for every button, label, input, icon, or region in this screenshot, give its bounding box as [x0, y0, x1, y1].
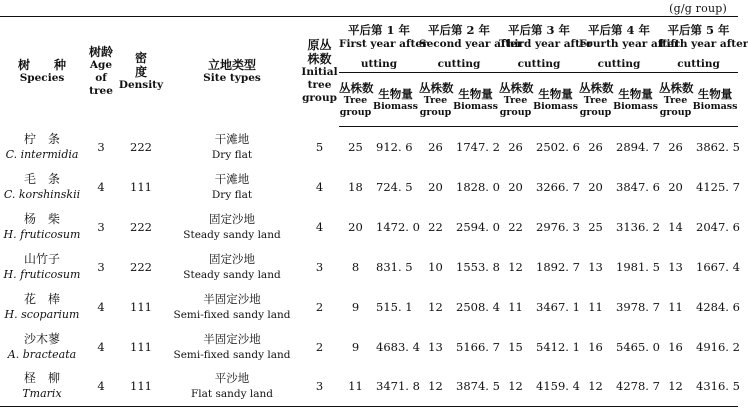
biomass-cell: 3266. 7	[536, 179, 580, 194]
site-cell: 平沙地 Flat sandy land	[164, 367, 300, 407]
biomass-cell: 912. 6	[376, 139, 413, 154]
biomass-cell: 4316. 5	[692, 367, 738, 407]
year-5-header-cont: cutting	[659, 57, 738, 73]
tree-group-cell: 9	[351, 339, 360, 354]
tree-group-cell: 20	[428, 179, 443, 194]
species-header: 树 种 Species	[0, 17, 84, 127]
tree-group-header: 丛株数 Tree group	[579, 73, 612, 127]
initial-cell: 4	[315, 219, 324, 234]
year-2-header-cont: cutting	[419, 57, 499, 73]
biomass-cell: 5412. 1	[536, 339, 580, 354]
year-2-header: 平后第 2 年 Second year after	[419, 17, 499, 57]
biomass-cell: 4125. 7	[696, 179, 740, 194]
tree-group-cell: 22	[428, 219, 443, 234]
initial-cell: 3	[300, 367, 339, 407]
site-cell: 半固定沙地 Semi-fixed sandy land	[173, 331, 291, 361]
initial-cell: 5	[315, 139, 324, 154]
tree-group-cell: 18	[348, 179, 363, 194]
tree-group-cell: 11	[339, 367, 372, 407]
site-cell: 半固定沙地 Semi-fixed sandy land	[173, 291, 291, 321]
biomass-header: 生物量 Biomass	[532, 73, 579, 127]
species-cell: 沙木蓼 A. bracteata	[7, 331, 77, 361]
site-cell: 干滩地 Dry flat	[211, 131, 253, 161]
species-cell: 山竹子 H. fruticosum	[3, 251, 81, 281]
biomass-cell: 3136. 2	[616, 219, 660, 234]
biomass-cell: 831. 5	[376, 259, 413, 274]
tree-group-cell: 8	[351, 259, 360, 274]
tree-group-cell: 12	[659, 367, 692, 407]
density-cell: 111	[130, 179, 152, 194]
tree-group-cell: 13	[428, 339, 443, 354]
species-cell: 柽 柳 Tmarix	[0, 367, 84, 407]
site-cell: 干滩地 Dry flat	[211, 171, 253, 201]
site-type-header: 立地类型 Site types	[164, 17, 300, 127]
density-cell: 111	[130, 339, 152, 354]
year-1-header-cont: utting	[339, 57, 419, 73]
biomass-header: 生物量 Biomass	[692, 73, 738, 127]
tree-group-cell: 13	[588, 259, 603, 274]
age-cell: 3	[97, 139, 105, 154]
table-row	[0, 327, 738, 367]
biomass-cell: 3862. 5	[696, 139, 740, 154]
density-header: 密 度 Density	[118, 17, 164, 127]
biomass-cell: 4278. 7	[612, 367, 659, 407]
table-header	[0, 17, 748, 127]
tree-group-cell: 26	[668, 139, 683, 154]
initial-cell: 3	[315, 259, 324, 274]
tree-group-cell: 12	[579, 367, 612, 407]
density-cell: 111	[118, 367, 164, 407]
biomass-cell: 2894. 7	[616, 139, 660, 154]
biomass-cell: 4159. 4	[532, 367, 579, 407]
unit-label: (g/g roup)	[669, 2, 727, 15]
year-5-header: 平后第 5 年 Fifth year after	[659, 17, 738, 57]
table-row	[0, 367, 738, 407]
year-3-header-cont: cutting	[499, 57, 579, 73]
tree-group-cell: 11	[668, 299, 683, 314]
tree-group-cell: 25	[588, 219, 603, 234]
biomass-cell: 515. 1	[376, 299, 413, 314]
table-row	[0, 127, 738, 167]
year-4-header: 平后第 4 年 Fourth year after	[579, 17, 659, 57]
biomass-cell: 2047. 6	[696, 219, 740, 234]
tree-group-cell: 25	[348, 139, 363, 154]
tree-group-cell: 20	[508, 179, 523, 194]
tree-group-cell: 9	[351, 299, 360, 314]
species-cell: 毛 条 C. korshinskii	[3, 171, 81, 201]
biomass-cell: 3847. 6	[616, 179, 660, 194]
tree-group-cell: 20	[348, 219, 363, 234]
age-cell: 4	[97, 179, 105, 194]
biomass-cell: 1981. 5	[616, 259, 660, 274]
site-cell: 固定沙地 Steady sandy land	[183, 251, 281, 281]
age-cell: 3	[97, 259, 105, 274]
tree-group-cell: 15	[508, 339, 523, 354]
table-row	[0, 207, 738, 247]
density-cell: 222	[130, 259, 152, 274]
year-1-header: 平后第 1 年 First year after	[339, 17, 419, 57]
tree-group-header: 丛株数 Tree group	[339, 73, 372, 127]
tree-group-cell: 14	[668, 219, 683, 234]
tree-group-header: 丛株数 Tree group	[499, 73, 532, 127]
biomass-cell: 4916. 2	[696, 339, 740, 354]
table-row	[0, 287, 738, 327]
biomass-cell: 2502. 6	[536, 139, 580, 154]
biomass-table	[0, 16, 748, 407]
biomass-cell: 4683. 4	[376, 339, 420, 354]
density-cell: 222	[130, 219, 152, 234]
biomass-cell: 1828. 0	[456, 179, 500, 194]
biomass-cell: 1892. 7	[536, 259, 580, 274]
age-cell: 4	[84, 367, 118, 407]
tree-group-header: 丛株数 Tree group	[659, 73, 692, 127]
age-header: 树龄 Age of tree	[84, 17, 118, 127]
tree-group-cell: 26	[588, 139, 603, 154]
tree-group-cell: 12	[499, 367, 532, 407]
table-body	[0, 127, 738, 407]
age-cell: 4	[97, 299, 105, 314]
species-cell: 柠 条 C. intermidia	[5, 131, 79, 161]
biomass-cell: 5166. 7	[456, 339, 500, 354]
biomass-cell: 1472. 0	[376, 219, 420, 234]
biomass-cell: 3874. 5	[452, 367, 499, 407]
biomass-cell: 5465. 0	[616, 339, 660, 354]
density-cell: 222	[130, 139, 152, 154]
tree-group-cell: 11	[508, 299, 523, 314]
tree-group-cell: 13	[668, 259, 683, 274]
species-cell: 花 棒 H. scoparium	[4, 291, 80, 321]
biomass-header: 生物量 Biomass	[612, 73, 659, 127]
biomass-cell: 1553. 8	[456, 259, 500, 274]
initial-cell: 2	[315, 299, 324, 314]
tree-group-cell: 10	[428, 259, 443, 274]
initial-cell: 4	[315, 179, 324, 194]
initial-cell: 2	[315, 339, 324, 354]
density-cell: 111	[130, 299, 152, 314]
table-row	[0, 167, 738, 207]
initial-tree-group-header: 原丛 株数 Initial tree group	[300, 17, 339, 127]
year-3-header: 平后第 3 年 Third year after	[499, 17, 579, 57]
table-row	[0, 247, 738, 287]
species-cell: 杨 柴 H. fruticosum	[3, 211, 81, 241]
biomass-header: 生物量 Biomass	[372, 73, 419, 127]
biomass-cell: 1747. 2	[456, 139, 500, 154]
tree-group-cell: 12	[419, 367, 452, 407]
tree-group-cell: 20	[588, 179, 603, 194]
age-cell: 4	[97, 339, 105, 354]
tree-group-cell: 12	[508, 259, 523, 274]
tree-group-cell: 20	[668, 179, 683, 194]
tree-group-cell: 26	[508, 139, 523, 154]
tree-group-header: 丛株数 Tree group	[419, 73, 452, 127]
tree-group-cell: 12	[428, 299, 443, 314]
biomass-cell: 2594. 0	[456, 219, 500, 234]
tree-group-cell: 11	[588, 299, 603, 314]
tree-group-cell: 22	[508, 219, 523, 234]
biomass-header: 生物量 Biomass	[452, 73, 499, 127]
biomass-cell: 724. 5	[376, 179, 413, 194]
biomass-cell: 3471. 8	[372, 367, 419, 407]
site-cell: 固定沙地 Steady sandy land	[183, 211, 281, 241]
tree-group-cell: 16	[588, 339, 603, 354]
biomass-cell: 1667. 4	[696, 259, 740, 274]
biomass-cell: 4284. 6	[696, 299, 740, 314]
biomass-cell: 3978. 7	[616, 299, 660, 314]
biomass-cell: 3467. 1	[536, 299, 580, 314]
biomass-cell: 2508. 4	[456, 299, 500, 314]
age-cell: 3	[97, 219, 105, 234]
tree-group-cell: 26	[428, 139, 443, 154]
biomass-cell: 2976. 3	[536, 219, 580, 234]
year-4-header-cont: cutting	[579, 57, 659, 73]
tree-group-cell: 16	[668, 339, 683, 354]
